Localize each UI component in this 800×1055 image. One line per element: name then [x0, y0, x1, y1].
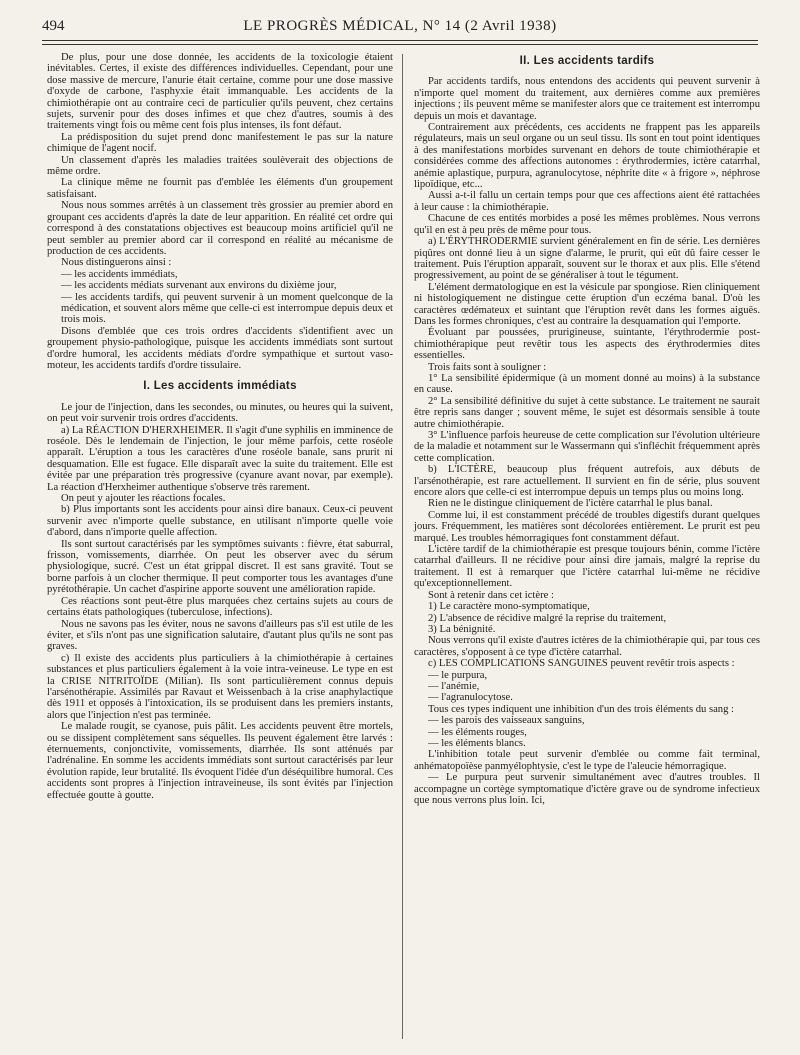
list-item: 2) L'absence de récidive malgré la reprise du traitement, [428, 612, 667, 624]
list-item: — les éléments rouges, [428, 726, 527, 738]
list-item: — le purpura, [428, 669, 488, 681]
paragraph: a) L'ÉRYTHRODERMIE survient généralement en fin de série. Les dernières piqûres ont donné lieu à un signe d'alarme, le prurit, qui eût dû faire cesser le traitement. Puis l'éruption apparaît, souvent sur le thorax et aux plis. Elle s'étend progressivement, au point de se généraliser à tout le tégument. [414, 236, 760, 282]
paragraph: On peut y ajouter les réactions focales. [61, 493, 226, 505]
paragraph: c) LES COMPLICATIONS SANGUINES peuvent revêtir trois aspects : [428, 658, 735, 670]
section-heading: I. Les accidents immédiats [143, 380, 297, 393]
paragraph: L'ictère tardif de la chimiothérapie est presque toujours bénin, comme l'ictère catarrhal d'ailleurs. Il ne récidive pour ainsi dire jamais, malgré la reprise du traitement. Il est à remarquer que l'ictère catarrhal lui-même ne récidive qu'exceptionnellement. [414, 544, 760, 590]
paragraph: Rien ne le distingue cliniquement de l'ictère catarrhal le plus banal. [428, 498, 713, 510]
paragraph: Chacune de ces entités morbides a posé les mêmes problèmes. Nous verrons qu'il en est à peu près de même pour tous. [414, 213, 760, 236]
paragraph: L'élément dermatologique en est la vésicule par spongiose. Rien cliniquement ni histologiquement ne distingue cette éruption d'un eczéma banal. D'où les caractères œdémateux et suintant que l'éruption revêt dans les formes aiguës. Dans les formes chroniques, c'est au contraire la desquamation qui l'emporte. [414, 281, 760, 327]
paragraph: Le malade rougit, se cyanose, puis pâlit. Les accidents peuvent être mortels, ou se dissipent complètement sans séquelles. Ils peuvent également être larvés : éternuements, conjonctivite, vomissements, diarrhée. Ils sont atténués par l'adrénaline. En somme les accidents immédiats sont surtout caractérisés par leur évolution rapide, leur brutalité. Ils évoquent l'idée d'un déséquilibre humoral. Ces accidents sont propres à l'injection intraveineuse, ils sont évités par l'injection effectuée goutte à goutte. [47, 721, 393, 801]
paragraph: Disons d'emblée que ces trois ordres d'accidents s'identifient avec un groupement physio-pathologique, puisque les accidents immédiats sont surtout d'ordre humoral, les accidents médiats d'ordre sympathique et surtout vaso-moteur, les accidents tardifs d'ordre tissulaire. [47, 325, 393, 371]
paragraph: Le jour de l'injection, dans les secondes, ou minutes, ou heures qui la suivent, on peut voir survenir trois ordres d'accidents. [47, 401, 393, 425]
list-item: 1) Le caractère mono-symptomatique, [428, 601, 590, 613]
section-heading: II. Les accidents tardifs [519, 55, 655, 67]
paragraph: Contrairement aux précédents, ces accidents ne frappent pas les appareils régulateurs, mais un seul organe ou un seul tissu. Ils sont en tout point identiques à des manifestations morbides survenant en dehors de toute chimiothérapie et considérées comme des affections autonomes : érythrodermies, ictère catarrhal, anémie aplastique, purpura, agranulocytose, néphrite dite « à frigore », néphrose lipoïdique, etc... [414, 122, 760, 191]
list-item: — les éléments blancs. [428, 737, 526, 749]
paragraph: Comme lui, il est constamment précédé de troubles digestifs durant quelques jours. Fréquemment, les matières sont décolorées entièrement. Le prurit est peu marqué. Les troubles hémorragiques font constamment défaut. [414, 509, 760, 544]
list-item: 3) La bénignité. [428, 623, 496, 635]
paragraph: Nous nous sommes arrêtés à un classement très grossier au premier abord en groupant ces accidents d'après la date de leur apparition. En réalité cet ordre qui correspond à des constatations objectives est beaucoup moins artificiel qu'il ne peut sembler au premier abord car il correspond en réalité au mécanisme de production de ces accidents. [47, 200, 393, 257]
paragraph: La prédisposition du sujet prend donc manifestement le pas sur la nature chimique de l'agent nocif. [47, 131, 393, 155]
paragraph: De plus, pour une dose donnée, les accidents de la toxicologie étaient inévitables. Certes, il existe des différences individuelles. Cependant, pour une dose massive de mercure, l'anurie était certaine, comme pour une dose massive d'oxyde de carbone, l'asphyxie était immanquable. Les accidents de la chimiothérapie ont au contraire ceci de particulier qu'ils peuvent, chez certains sujets, survenir pour des doses infimes et que chez d'autres, soumis à des traitements vingt fois ou même cent fois plus intenses, ils font défaut. [47, 52, 393, 132]
list-item: — les accidents immédiats, [61, 268, 178, 280]
paragraph: Par accidents tardifs, nous entendons des accidents qui peuvent survenir à n'importe quel moment du traitement, aux dernières comme aux premières injections ; ils peuvent même se manifester alors que ce traitement est interrompu depuis un mois et davantage. [414, 76, 760, 122]
journal-title: LE PROGRÈS MÉDICAL, N° 14 (2 Avril 1938) [243, 18, 557, 34]
list-item: — les accidents médiats survenant aux environs du dixième jour, [61, 280, 337, 292]
paragraph: Trois faits sont à souligner : [428, 361, 547, 373]
left-column [47, 52, 393, 801]
paragraph: Nous verrons qu'il existe d'autres ictères de la chimiothérapie qui, par tous ces caractères, s'opposent à ce type d'ictère catarrhal. [414, 635, 760, 658]
numbered-item: 3° L'influence parfois heureuse de cette complication sur l'évolution ultérieure de la maladie et notamment sur le Wassermann qui s'infléchit fréquemment après cette complication. [414, 430, 760, 464]
paragraph: La clinique même ne fournit pas d'emblée les éléments d'un groupement satisfaisant. [47, 177, 393, 200]
list-item: — les accidents tardifs, qui peuvent survenir à un moment quelconque de la médication, et souvent alors même que celle-ci est interrompue depuis deux et trois mois. [61, 291, 393, 326]
paragraph: Aussi a-t-il fallu un certain temps pour que ces affections aient été rattachées à leur cause : la chimiothérapie. [414, 190, 760, 213]
paragraph: c) Il existe des accidents plus particuliers à la chimiothérapie à certaines substances et plus particuliers également à la voie intra-veineuse. Le type en est la CRISE NITRITOÏDE (Milian). Ils sont particulièrement connus depuis l'arsénothérapie. Assimilés par Ravaut et Weissenbach à la crise anaphylactique dès 1911 et opposés à l'intoxication, ils se produisent dans les premiers instants, alors que l'injection n'est pas terminée. [47, 652, 393, 721]
paragraph: L'inhibition totale peut survenir d'emblée ou comme fait terminal, anhématopoïèse panmyélophtysie, c'est le type de l'aleucie hémorragique. [414, 749, 760, 772]
numbered-item: 1° La sensibilité épidermique (à un moment donné au moins) à la substance en cause. [414, 372, 760, 396]
page-header [42, 12, 758, 42]
numbered-item: 2° La sensibilité définitive du sujet à cette substance. Le traitement ne saurait être repris sans danger ; souvent même, le sujet est désormais sensible à toute autre chimiothérapie. [414, 395, 760, 430]
paragraph: — Le purpura peut survenir simultanément avec d'autres troubles. Il accompagne un cortège symptomatique d'ictère grave ou de syndrome infectieux que nous verrons plus loin. Ici, [414, 772, 760, 806]
paragraph: Un classement d'après les maladies traitées soulèverait des objections de même ordre. [47, 154, 393, 178]
paragraph: Nous ne savons pas les éviter, nous ne savons d'ailleurs pas s'il est utile de les éviter, et s'ils n'ont pas une signification salutaire, d'autant plus qu'ils ne sont pas graves. [47, 618, 393, 653]
paragraph: Ils sont surtout caractérisés par les symptômes suivants : fièvre, état saburral, frisson, vomissements, diarrhée. On peut les observer avec du sérum physiologique, sucré. C'est un état grippal discret. Il est sans gravité. Tout se borne parfois à un clocher thermique. Il peut comporter tous les avantages d'une pyrétothérapie. Un cachet d'aspirine apporte souvent une amélioration rapide. [47, 538, 393, 596]
paragraph: b) L'ICTÈRE, beaucoup plus fréquent autrefois, aux débuts de l'arsénothérapie, est rare actuellement. Il survient en fin de série, plus souvent encore alors que celle-ci est interrompue depuis un temps plus ou moins long. [414, 464, 760, 499]
paragraph: Tous ces types indiquent une inhibition d'un des trois éléments du sang : [428, 703, 734, 715]
list-item: — l'agranulocytose. [428, 692, 513, 704]
paragraph: Évoluant par poussées, prurigineuse, suintante, l'érythrodermie post-chimiothérapique peut revêtir tous les aspects des érythrodermies dites essentielles. [414, 327, 760, 362]
header-rule-thin [42, 44, 758, 45]
paragraph: Ces réactions sont peut-être plus marquées chez certains sujets au cours de certains états pathologiques (tuberculose, infections). [47, 595, 393, 619]
paragraph: Sont à retenir dans cet ictère : [428, 589, 554, 601]
header-rule [42, 40, 758, 41]
paragraph: Nous distinguerons ainsi : [61, 257, 172, 269]
paragraph: a) La RÉACTION D'HERXHEIMER. Il s'agit d'une syphilis en imminence de roséole. Dès le lendemain de l'injection, le jour même parfois, cette roséole apparaît. L'éruption a tous les caractères d'une roséole banale, sans prurit ni desquamation. Elle est fugace. Elle disparaît avec la suite du traitement. Elle est évitée par une préparation très progressive (cyanure avant novar, par exemple). La réaction d'Herxheimer authentique s'observe très rarement. [47, 424, 394, 493]
right-column [414, 52, 760, 806]
list-item: — les parois des vaisseaux sanguins, [428, 715, 585, 727]
paragraph: b) Plus importants sont les accidents pour ainsi dire banaux. Ceux-ci peuvent survenir avec n'importe quelle substance, en utilisant n'importe quelle voie d'abord, dans n'importe quelle affection. [47, 504, 393, 539]
column-divider [402, 54, 403, 1039]
list-item: — l'anémie, [428, 680, 480, 692]
page-number: 494 [42, 18, 65, 34]
